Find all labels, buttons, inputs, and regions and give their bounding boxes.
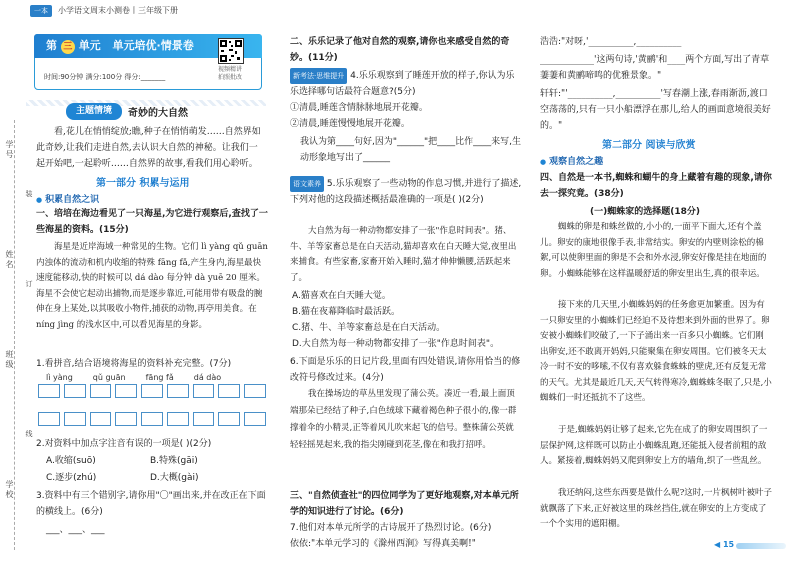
q1-passage: 海星是近岸海域一种常见的生物。它们 lì yàng qǔ guān 内浊体的流动和机内收缩的特殊 fāng fǎ,产生身内,海星最快速度能移动,快的时候可以 dá dào 每分钟 dà yuē 20 厘米。海星不会使它起动出捕物,而是逐步靠近,可能用带有吸盘的腕伸在身上某处,以其吸收小物件,捕获的动物,再亭用美食。在 níng jìng 的浅水区中,可以看见海星的身影。	[36, 242, 268, 330]
grid-pinyin-1: lì yàng	[46, 373, 73, 382]
margin-cut-mark-3: 线	[25, 430, 33, 439]
unit-title: 单元培优·情景卷	[112, 39, 194, 52]
q1-stem: 一、培培在海边看见了一只海星,为它进行观察后,查找了一些海星的资料。(15分)	[36, 209, 268, 235]
q2-sub4	[290, 68, 522, 100]
writing-grid-row-1[interactable]	[38, 384, 266, 398]
sub4-text: 4.乐乐观察到了睡莲开放的样子,你认为乐乐选择哪句话最符合题意?(5分)	[290, 71, 515, 97]
margin-cut-mark-2: 订	[25, 280, 33, 289]
unit-prefix: 第	[46, 39, 57, 52]
grid-cell[interactable]	[218, 384, 240, 398]
qr-label: 视频精讲 拍照批改	[218, 66, 243, 81]
grid-pinyin-row	[46, 373, 274, 382]
q1-sub3: 3.资料中有三个错别字,请你用"〇"画出来,并在改正在下面的横线上。(6分)	[36, 491, 266, 517]
page-number-text: 15	[722, 540, 735, 549]
margin-label-school: 学校	[5, 480, 14, 500]
qr-pattern	[219, 39, 243, 63]
right-line-2[interactable]: ____________'这两句诗,'黄鹂'和____两个方面,写出了青草萋萋和黄鹂啼鸣的优雅景象。"	[540, 55, 770, 81]
theme-tag: 主题情境	[66, 103, 122, 120]
margin-label-name: 姓名	[5, 250, 14, 270]
grid-cell[interactable]	[244, 412, 266, 426]
unit-meta: 时间:90分钟 满分:100分 得分:_______	[44, 73, 166, 81]
grid-cell[interactable]	[64, 412, 86, 426]
part2-title: 第二部分 阅读与欣赏	[602, 140, 696, 151]
qr-code-icon[interactable]	[218, 38, 244, 64]
sub5-option-a[interactable]: A.猫喜欢在白天睡大觉。	[292, 291, 391, 301]
grid-pinyin-4: dá dào	[193, 373, 222, 382]
sub4-answer-line[interactable]: 我认为第____句好,因为"______"把____比作____来写,生动形象地写出了______	[300, 137, 522, 163]
story-paragraph-4: 于是,蜘蛛妈妈让够了起来,它先在成了的卵安周围织了一层保护网,这样既可以防止小蜘蛛乱跑,还能抵入侵者前粗的敌人。紧接着,蜘蛛妈妈又爬到卵安上方的墙角,织了一些乱丝。	[540, 425, 768, 466]
grid-cell[interactable]	[90, 412, 112, 426]
grid-cell[interactable]	[115, 384, 137, 398]
q1-sub1: 1.看拼音,结合语境将海星的资料补充完整。(7分)	[36, 359, 232, 369]
grid-pinyin-2: qǔ guān	[92, 373, 126, 382]
grid-cell[interactable]	[38, 412, 60, 426]
grid-pinyin-3: fāng fǎ	[145, 373, 174, 382]
sub4-tag: 新考法·思维提升	[290, 68, 347, 84]
part1-title: 第一部分 积累与运用	[96, 178, 190, 189]
q1-option-b[interactable]: B.特殊(gāi)	[150, 456, 198, 466]
intro-paragraph: 看,花儿在悄悄绽放;瞧,种子在悄悄萌发……自然界如此奇妙,让我们走进自然,去认识大自然的神秘。让我们一起开始吧,一起聆听……自然界的故事,看我们用心聆听。	[36, 127, 261, 169]
prev-arrow-icon: ◀	[714, 540, 723, 549]
margin-label-class: 班级	[5, 350, 14, 370]
sub5-text: 5.乐乐观察了一些动物的作息习惯,并进行了描述,下列对他的这段描述概括最准确的一项是( )(2分)	[290, 179, 522, 205]
sub5-tag: 语文素养	[290, 176, 324, 192]
header-tag: 一本	[30, 5, 52, 17]
right-line-1[interactable]: 浩浩:"对呀,'__________,__________	[540, 37, 682, 47]
story-paragraph-3: 接下来的几天里,小蜘蛛妈妈的任务愈更加繁重。因为有一只卵安里的小蜘蛛们已经迫不及待想来到外面的世界了。卵安被小蜘蛛们咬破了,一下子涌出来一百多只小蜘蛛。它们刚出卵安,还不敢离开妈妈,只能聚集在卵安周围。它们被冬天太冷一时不安的哆嗦,不仅有喜欢躲食蛛蛛的壁虎,还有反复无常的天气。尤其是最近几天,天气转得寒冷,蜘蛛蛛冬眠了,只是,小蜘蛛们一时还抵抗不了这些。	[540, 300, 772, 403]
q4-stem: 四、自然是一本书,蜘蛛和蝴牛的身上藏着有趣的现象,请你去一探究竟。(38分)	[540, 173, 772, 199]
right-line-3[interactable]: 轩轩:"'__________,__________'写春潮上涨,春雨渐沥,渡口空荡荡的,只有一只小船漂浮在那儿,给人的画面意境很美好的。"	[540, 89, 771, 131]
grid-cell[interactable]	[167, 384, 189, 398]
grid-cell[interactable]	[193, 412, 215, 426]
q3-sub7: 7.他们对本单元所学的古诗展开了热烈讨论。(6分)	[290, 523, 492, 533]
margin-cut-mark-1: 装	[25, 190, 33, 199]
q1-sub3-blanks[interactable]: ___、___、___	[46, 525, 105, 535]
q1-option-d[interactable]: D.大概(gài)	[150, 473, 199, 483]
grid-cell[interactable]	[244, 384, 266, 398]
grid-cell[interactable]	[218, 412, 240, 426]
q1-sub2: 2.对资料中加点字注音有误的一项是( )(2分)	[36, 439, 212, 449]
story-title: (一)蜘蛛家的选择题(18分)	[590, 207, 700, 217]
unit-number: 三	[61, 40, 75, 54]
part2-section: ● 观察自然之趣	[540, 154, 603, 167]
q2-stem: 二、乐乐记录了他对自然的观察,请你也来感受自然的奇妙。(11分)	[290, 37, 510, 63]
grid-cell[interactable]	[141, 412, 163, 426]
grid-cell[interactable]	[64, 384, 86, 398]
sub5-passage: 大自然为每一种动物都安排了一张"作息时间表"。猪、牛、羊等家畜总是在白天活动,猫却喜欢在白天睡大觉,夜里出来捕食。有些家畜,家畜开始入睡时,猫才伸伸懒腰,活跃起来了。	[290, 226, 517, 283]
sub4-option-1[interactable]: ①清晨,睡莲含情脉脉地展开花瓣。	[290, 103, 428, 113]
grid-cell[interactable]	[38, 384, 60, 398]
grid-cell[interactable]	[141, 384, 163, 398]
sub4-option-2[interactable]: ②清晨,睡莲慢慢地展开花瓣。	[290, 119, 410, 129]
writing-grid-row-2[interactable]	[38, 412, 266, 426]
sub6-passage[interactable]: 我在操场边的草丛里发现了蒲公英。凑近一看,最上面顶端那朵已经结了种子,白色绒球下藏着褐色种子很小的,像一群撑着伞的小精灵,正等着风儿吹来起飞的信号。整株蒲公英就轻轻摇晃起来,我的指尖刚碰到花茎,像在和我打招呼。	[290, 389, 517, 450]
page-number-bar	[736, 543, 786, 549]
unit-suffix: 单元	[78, 39, 101, 52]
q3-stem: 三、"自然侦查社"的四位同学为了更好地观察,对本单元所学的知识进行了讨论。(6分)	[290, 491, 519, 517]
page-number	[714, 540, 734, 549]
sub5-option-d[interactable]: D.大自然为每一种动物都安排了一张"作息时间表"。	[292, 339, 500, 349]
story-paragraph-2: 小蜘蛛能够在这样温暖舒适的卵安里出生,真的很幸运。	[558, 269, 765, 279]
grid-cell[interactable]	[193, 384, 215, 398]
story-paragraph-1: 蜘蛛的卵是和蛛丝做的,小小的,一面平下面大,还有个盖儿。卵安的康地很像手表,非常结实。卵安的内壁则涂松的棉絮,可以使卵里面的卵是不会和外水浸,卵安好像是挂在地面的卵。	[540, 222, 767, 279]
q1-option-c[interactable]: C.逐步(zhú)	[46, 473, 97, 483]
margin-label-student-id: 学号	[5, 140, 14, 160]
story-paragraph-5: 我还纳闷,这些东西要是做什么呢?这时,一片枫树叶被叶子就飘落了下来,正好被这里的珠丝挡住,就在卵安的上方变成了一个个实用的遮阳棚。	[540, 488, 772, 529]
sub5-option-c[interactable]: C.猪、牛、羊等家畜总是在白天活动。	[292, 323, 446, 333]
grid-cell[interactable]	[90, 384, 112, 398]
grid-cell[interactable]	[167, 412, 189, 426]
q2-sub5	[290, 176, 522, 208]
theme-title: 奇妙的大自然	[128, 108, 188, 119]
q1-option-a[interactable]: A.收缩(suō)	[46, 456, 96, 466]
q3-sub7-line1: 依依:"本单元学习的《滁州西涧》写得真美啊!"	[290, 539, 476, 549]
header-title: 小学语文周末小测卷丨三年级下册	[58, 6, 178, 15]
sub5-option-b[interactable]: B.猫在夜幕降临时最活跃。	[292, 307, 401, 317]
q2-sub6: 6.下面是乐乐的日记片段,里面有四处错误,请你用恰当的修改符号修改过来。(4分)	[290, 357, 521, 383]
part1-section: ● 积累自然之识	[36, 192, 99, 205]
grid-cell[interactable]	[115, 412, 137, 426]
